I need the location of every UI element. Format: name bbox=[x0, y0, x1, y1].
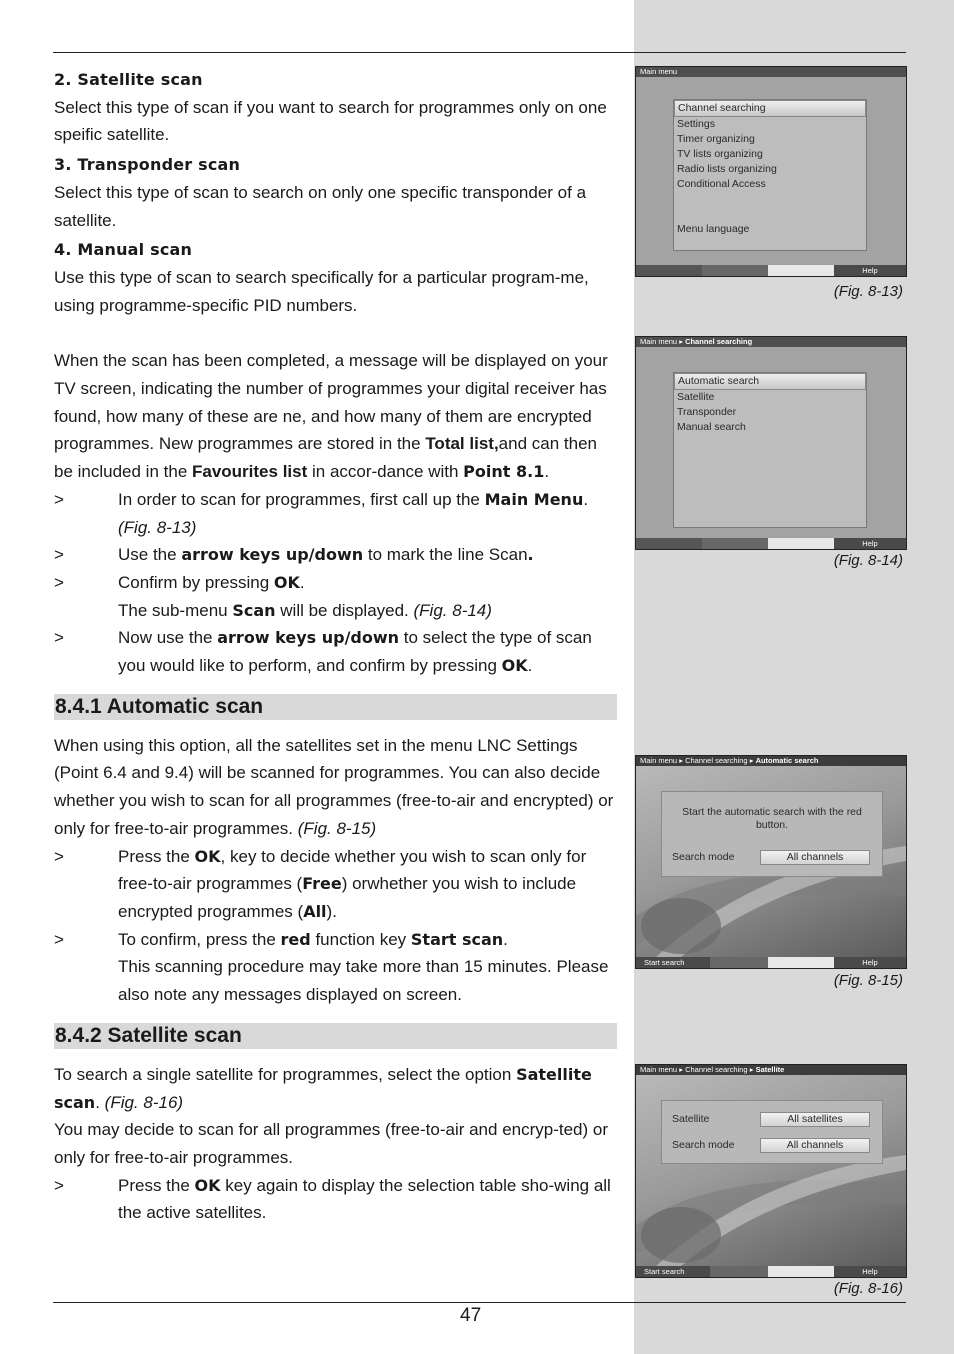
step-scan-duration-note: This scanning procedure may take more than 15 minutes. Please also note any messages displayed on screen. bbox=[118, 957, 609, 1005]
screen-breadcrumb: Main menu ▸ Channel searching bbox=[636, 337, 906, 347]
menu-item-satellite[interactable]: Satellite bbox=[677, 391, 715, 403]
satellite-label: Satellite bbox=[672, 1113, 710, 1125]
screen-function-bar bbox=[636, 265, 906, 276]
step-select-type: > Now use the arrow keys up/down to select the type of scan you would like to perform, and confirm by pressing OK. bbox=[54, 628, 592, 676]
step-press-ok-table: > Press the OK key again to display the selection table sho-wing all the active satellites. bbox=[54, 1175, 611, 1223]
screen-channel-searching bbox=[635, 336, 907, 550]
screen-title-bar: Main menu bbox=[636, 67, 906, 77]
caption-fig-8-13: (Fig. 8-13) bbox=[833, 283, 903, 300]
section-heading-satellite-scan: 8.4.2 Satellite scan bbox=[54, 1023, 617, 1049]
step-confirm-red-key: > To confirm, press the red function key Start scan. bbox=[54, 929, 508, 949]
menu-item-menu-language[interactable]: Menu language bbox=[677, 223, 750, 235]
search-mode-selector[interactable]: All channels bbox=[760, 1138, 870, 1153]
para-satellite-option: To search a single satellite for programmes, select the option Satellite scan. (Fig. 8-16) bbox=[54, 1064, 592, 1112]
breadcrumb-arrow-icon: ▸ bbox=[749, 1065, 754, 1074]
help-key-label[interactable]: Help bbox=[862, 266, 878, 275]
page-number: 47 bbox=[460, 1305, 482, 1326]
caption-fig-8-14: (Fig. 8-14) bbox=[833, 552, 903, 569]
breadcrumb-arrow-icon: ▸ bbox=[749, 756, 754, 765]
menu-item-channel-searching[interactable]: Channel searching bbox=[674, 100, 866, 117]
search-mode-selector[interactable]: All channels bbox=[760, 850, 870, 865]
menu-item-transponder[interactable]: Transponder bbox=[677, 406, 737, 418]
screen-breadcrumb: Main menu ▸ Channel searching ▸ Satellite bbox=[636, 1065, 906, 1075]
menu-item-tv-lists[interactable]: TV lists organizing bbox=[677, 148, 763, 160]
help-key-label[interactable]: Help bbox=[862, 958, 878, 967]
screen-function-bar bbox=[636, 957, 906, 968]
screen-function-bar bbox=[636, 538, 906, 549]
main-text-column bbox=[54, 64, 618, 1227]
screen-main-menu bbox=[635, 66, 907, 277]
help-key-label[interactable]: Help bbox=[862, 539, 878, 548]
satellite-search-dialog bbox=[661, 1100, 883, 1164]
para-satellite-mode: You may decide to scan for all programmes (free-to-air and encryp-ted) or only for free-to-air programmes. bbox=[54, 1120, 609, 1167]
help-key-label[interactable]: Help bbox=[862, 1267, 878, 1276]
menu-item-manual-search[interactable]: Manual search bbox=[677, 421, 746, 433]
breadcrumb-arrow-icon: ▸ bbox=[679, 337, 683, 346]
search-mode-label: Search mode bbox=[672, 1139, 735, 1151]
section-heading-automatic-scan: 8.4.1 Automatic scan bbox=[54, 694, 617, 720]
screen-function-bar bbox=[636, 1266, 906, 1277]
start-search-key-label[interactable]: Start search bbox=[644, 958, 685, 967]
menu-item-automatic-search[interactable]: Automatic search bbox=[674, 373, 866, 390]
top-rule bbox=[53, 52, 906, 53]
para-manual-scan: Use this type of scan to search specifically for a particular program-me, using programme-specific PID numbers. bbox=[54, 267, 589, 315]
step-confirm-ok: > Confirm by pressing OK. bbox=[54, 572, 305, 592]
step-submenu-line: The sub-menu Scan will be displayed. (Fig. 8-14) bbox=[118, 600, 492, 620]
menu-item-settings[interactable]: Settings bbox=[677, 118, 715, 130]
para-automatic-scan: When using this option, all the satellites set in the menu LNC Settings (Point 6.4 and 9.4) will be scanned for programmes. You can also decide whether you wish to scan for all programmes (free-to-air and encrypted) or only for free-to-air programmes. (Fig. 8-15) bbox=[54, 735, 614, 838]
start-search-key-label[interactable]: Start search bbox=[644, 1267, 685, 1276]
menu-item-timer-organizing[interactable]: Timer organizing bbox=[677, 133, 755, 145]
menu-item-radio-lists[interactable]: Radio lists organizing bbox=[677, 163, 777, 175]
step-call-main-menu: > In order to scan for programmes, first call up the Main Menu. (Fig. 8-13) bbox=[54, 489, 589, 537]
screen-satellite-search bbox=[635, 1064, 907, 1278]
screen-automatic-search bbox=[635, 755, 907, 969]
para-transponder-scan: Select this type of scan to search on only one specific transponder of a satellite. bbox=[54, 182, 587, 230]
step-press-ok-mode: > Press the OK, key to decide whether you wish to scan only for free-to-air programmes (Free) orwhether you wish to include encrypted programmes (All). bbox=[54, 846, 587, 921]
caption-fig-8-16: (Fig. 8-16) bbox=[833, 1280, 903, 1297]
main-menu-list bbox=[673, 99, 867, 251]
para-satellite-scan: Select this type of scan if you want to search for programmes only on one speific satellite. bbox=[54, 97, 607, 145]
search-mode-label: Search mode bbox=[672, 851, 735, 863]
bottom-rule bbox=[53, 1302, 906, 1303]
heading-transponder-scan: 3. Transponder scan bbox=[54, 155, 241, 175]
auto-search-message: Start the automatic search with the red button. bbox=[682, 806, 862, 831]
step-mark-scan: > Use the arrow keys up/down to mark the line Scan. bbox=[54, 545, 534, 565]
screen-breadcrumb: Main menu ▸ Channel searching ▸ Automatic search bbox=[636, 756, 906, 766]
heading-manual-scan: 4. Manual scan bbox=[54, 240, 193, 260]
menu-item-conditional-access[interactable]: Conditional Access bbox=[677, 178, 766, 190]
breadcrumb-arrow-icon: ▸ bbox=[679, 756, 683, 765]
heading-satellite-scan: 2. Satellite scan bbox=[54, 70, 203, 89]
caption-fig-8-15: (Fig. 8-15) bbox=[833, 972, 903, 989]
breadcrumb-arrow-icon: ▸ bbox=[679, 1065, 683, 1074]
search-type-list bbox=[673, 372, 867, 528]
satellite-selector[interactable]: All satellites bbox=[760, 1112, 870, 1127]
para-scan-completed: When the scan has been completed, a message will be displayed on your TV screen, indicating the number of programmes your digital receiver has found, how many of these are ne, and how many of them are encrypted programmes. New programmes are stored in the Total list,and can then be included in the Favourites list in accor-dance with Point 8.1. bbox=[54, 351, 608, 482]
auto-search-dialog bbox=[661, 791, 883, 877]
